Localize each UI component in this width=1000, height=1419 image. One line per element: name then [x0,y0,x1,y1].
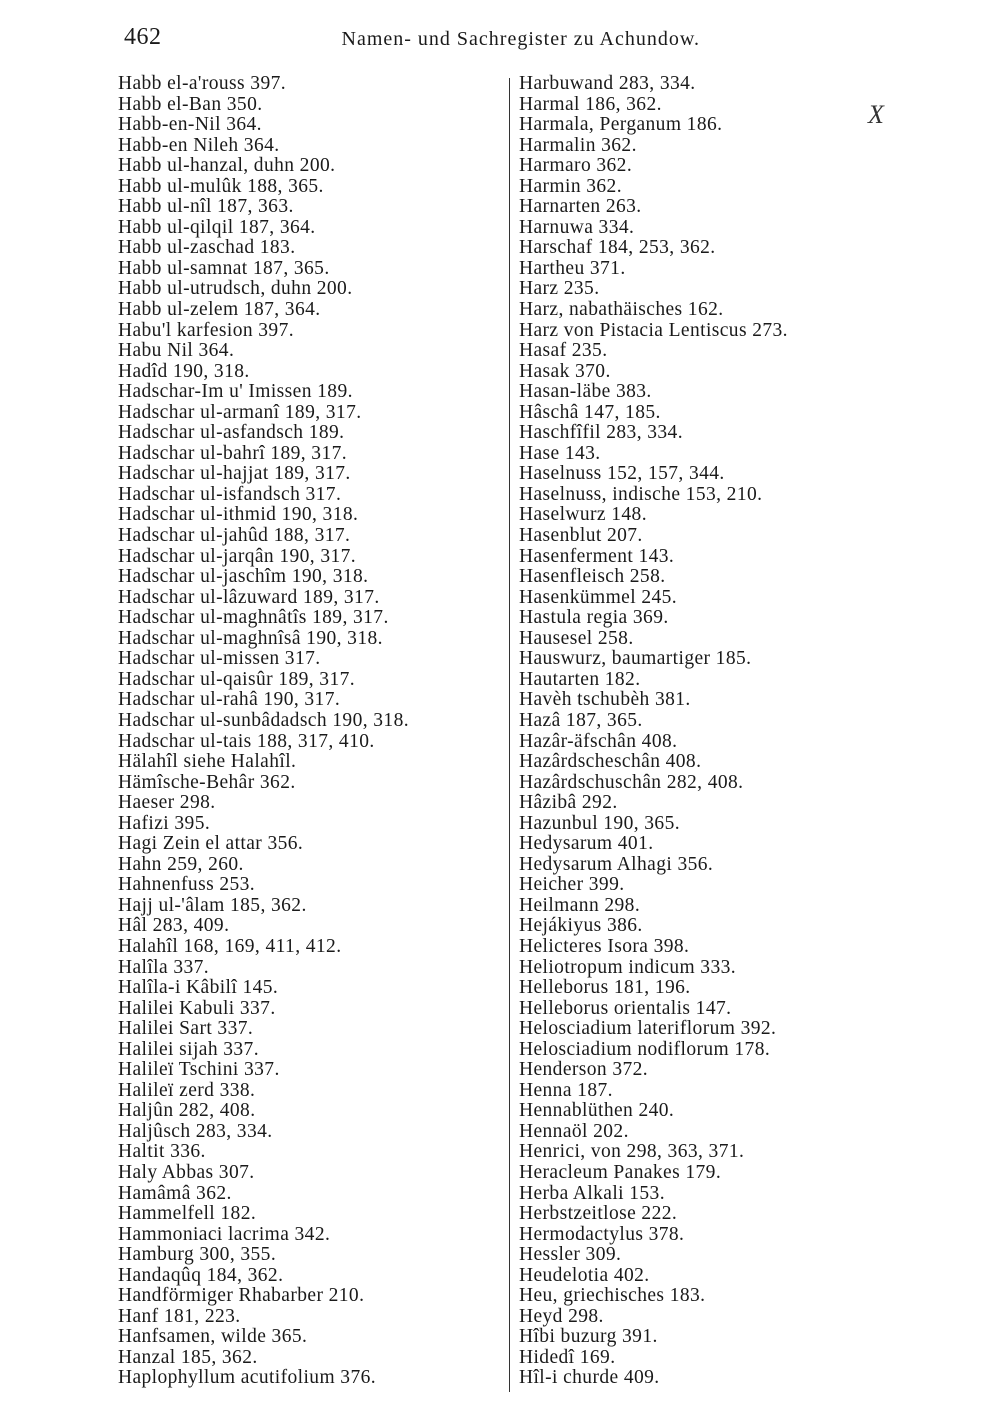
margin-mark: X [868,100,884,129]
index-entry: Harnarten 263. [519,196,642,218]
index-entry: Hadschar ul-jahûd 188, 317. [118,525,351,547]
index-entry: Hasenkümmel 245. [519,586,678,608]
index-entry: Herba Alkali 153. [519,1182,665,1204]
index-entry: Haselnuss 152, 157, 344. [519,463,725,485]
index-entry: Heyd 298. [519,1305,604,1327]
index-entry: Habb-en-Nil 364. [118,114,262,136]
index-entry: Hämîsche-Behâr 362. [118,771,296,793]
index-entry: Haselwurz 148. [519,504,647,526]
index-entry: Haljûsch 283, 334. [118,1120,273,1142]
index-entry: Hadschar ul-maghnîsâ 190, 318. [118,627,383,649]
index-entry: Hahn 259, 260. [118,853,244,875]
index-entry: Hanzal 185, 362. [118,1346,258,1368]
index-entry: Hazâ 187, 365. [519,709,643,731]
index-entry: Harmal 186, 362. [519,93,662,115]
index-entry: Halilei Kabuli 337. [118,997,276,1019]
index-entry: Hagi Zein el attar 356. [118,833,304,855]
index-entry: Hazârdscheschân 408. [519,751,702,773]
index-entry: Helleborus 181, 196. [519,977,691,999]
index-entry: Henrici, von 298, 363, 371. [519,1141,745,1163]
index-entry: Hadschar ul-lâzuward 189, 317. [118,586,380,608]
index-entry: Habb ul-mulûk 188, 365. [118,175,324,197]
index-entry: Hâzibâ 292. [519,792,618,814]
index-entry: Hammelfell 182. [118,1203,257,1225]
index-entry: Hadschar ul-sunbâdadsch 190, 318. [118,709,410,731]
index-entry: Hadschar ul-maghnâtîs 189, 317. [118,607,389,629]
index-entry: Hanfsamen, wilde 365. [118,1326,308,1348]
index-entry: Henderson 372. [519,1059,649,1081]
index-entry: Heu, griechisches 183. [519,1285,706,1307]
index-entry: Herbstzeitlose 222. [519,1203,678,1225]
index-entry: Havèh tschubèh 381. [519,689,691,711]
index-entry: Hamâmâ 362. [118,1182,232,1204]
index-entry: Hejákiyus 386. [519,915,643,937]
index-entry: Handförmiger Rhabarber 210. [118,1285,365,1307]
index-entry: Hauswurz, baumartiger 185. [519,648,752,670]
index-entry: Helicteres Isora 398. [519,935,690,957]
index-entry: Hadschar ul-isfandsch 317. [118,483,342,505]
index-entry: Hastula regia 369. [519,607,669,629]
index-entry: Heicher 399. [519,874,625,896]
index-entry: Hedysarum Alhagi 356. [519,853,714,875]
index-entry: Haschfîfil 283, 334. [519,422,683,444]
index-entry: Handaqûq 184, 362. [118,1264,284,1286]
index-entry: Halilei Sart 337. [118,1018,254,1040]
index-entry: Harmalin 362. [519,134,637,156]
index-entry: Halileï zerd 338. [118,1079,256,1101]
index-entry: Haly Abbas 307. [118,1161,255,1183]
index-entry: Hajj ul-'âlam 185, 362. [118,894,307,916]
index-entry: Halîla 337. [118,956,210,978]
index-entry: Hasan-läbe 383. [519,381,652,403]
index-entry: Habu'l karfesion 397. [118,319,294,341]
index-entry: Halahîl 168, 169, 411, 412. [118,935,342,957]
index-entry: Habb ul-zaschad 183. [118,237,296,259]
index-entry: Hasenfleisch 258. [519,566,666,588]
index-entry: Harmala, Perganum 186. [519,114,723,136]
index-entry: Harz, nabathäisches 162. [519,299,724,321]
index-entry: Hadschar ul-rahâ 190, 317. [118,689,341,711]
index-entry: Habu Nil 364. [118,340,235,362]
index-entry: Habb-en Nileh 364. [118,134,280,156]
index-entry: Hasenblut 207. [519,525,643,547]
index-entry: Hadschar ul-jaschîm 190, 318. [118,566,369,588]
index-entry: Hausesel 258. [519,627,634,649]
index-entry: Harmin 362. [519,175,622,197]
index-entry: Habb ul-samnat 187, 365. [118,257,330,279]
page-header [124,24,700,54]
index-entry: Hazâr-äfschân 408. [519,730,678,752]
index-entry: Hadschar ul-asfandsch 189. [118,422,345,444]
index-column-right [519,74,899,1389]
index-entry: Harnuwa 334. [519,216,635,238]
index-entry: Hâschâ 147, 185. [519,401,661,423]
index-entry: Harz von Pistacia Lentiscus 273. [519,319,788,341]
index-entry: Harbuwand 283, 334. [519,73,696,94]
index-entry: Habb ul-nîl 187, 363. [118,196,294,218]
index-entry: Hîl-i churde 409. [519,1367,660,1389]
index-entry: Hahnenfuss 253. [118,874,256,896]
index-entry: Habb el-Ban 350. [118,93,263,115]
index-entry: Haeser 298. [118,792,216,814]
index-entry: Hadschar ul-armanî 189, 317. [118,401,362,423]
index-entry: Heliotropum indicum 333. [519,956,737,978]
index-entry: Hasenferment 143. [519,545,675,567]
index-entry: Hadschar ul-jarqân 190, 317. [118,545,357,567]
index-entry: Haselnuss, indische 153, 210. [519,483,763,505]
index-column-left [118,74,503,1389]
index-entry: Harz 235. [519,278,600,300]
index-entry: Harmaro 362. [519,155,633,177]
index-entry: Hase 143. [519,442,601,464]
index-entry: Harschaf 184, 253, 362. [519,237,716,259]
index-entry: Hadschar ul-tais 188, 317, 410. [118,730,375,752]
index-entry: Hîbi buzurg 391. [519,1326,658,1348]
index-entry: Hazunbul 190, 365. [519,812,681,834]
index-entry: Hartheu 371. [519,257,626,279]
index-entry: Hidedî 169. [519,1346,616,1368]
column-divider [509,78,510,1392]
index-entry: Helosciadium nodiflorum 178. [519,1038,771,1060]
index-entry: Haljûn 282, 408. [118,1100,256,1122]
index-entry: Hälahîl siehe Halahîl. [118,751,297,773]
index-entry: Halîla-i Kâbilî 145. [118,977,279,999]
index-entry: Hanf 181, 223. [118,1305,241,1327]
index-entry: Hadschar ul-missen 317. [118,648,321,670]
index-entry: Hâl 283, 409. [118,915,230,937]
index-entry: Hasaf 235. [519,340,608,362]
index-entry: Hennablüthen 240. [519,1100,675,1122]
index-entry: Heracleum Panakes 179. [519,1161,722,1183]
index-entry: Hamburg 300, 355. [118,1244,277,1266]
index-entry: Habb ul-qilqil 187, 364. [118,216,316,238]
index-entry: Hessler 309. [519,1244,622,1266]
index-entry: Helleborus orientalis 147. [519,997,732,1019]
index-entry: Hadschar ul-bahrî 189, 317. [118,442,348,464]
index-entry: Heilmann 298. [519,894,641,916]
index-entry: Halileï Tschini 337. [118,1059,280,1081]
index-entry: Hammoniaci lacrima 342. [118,1223,331,1245]
index-entry: Hazârdschuschân 282, 408. [519,771,744,793]
index-entry: Heudelotia 402. [519,1264,650,1286]
page-number: 462 [124,24,162,50]
index-entry: Hermodactylus 378. [519,1223,685,1245]
running-title: Namen- und Sachregister zu Achundow. [341,28,700,50]
index-entry: Helosciadium lateriflorum 392. [519,1018,777,1040]
index-entry: Hadschar ul-ithmid 190, 318. [118,504,359,526]
index-entry: Henna 187. [519,1079,613,1101]
index-entry: Hasak 370. [519,360,611,382]
index-entry: Hadîd 190, 318. [118,360,250,382]
index-entry: Hafizi 395. [118,812,211,834]
index-entry: Haltit 336. [118,1141,206,1163]
index-entry: Habb el-a'rouss 397. [118,73,287,94]
index-entry: Habb ul-hanzal, duhn 200. [118,155,336,177]
index-entry: Habb ul-zelem 187, 364. [118,299,321,321]
index-entry: Hadschar-Im u' Imissen 189. [118,381,353,403]
index-entry: Hadschar ul-qaisûr 189, 317. [118,668,356,690]
index-entry: Haplophyllum acutifolium 376. [118,1367,377,1389]
index-entry: Hennaöl 202. [519,1120,629,1142]
index-entry: Hautarten 182. [519,668,641,690]
index-entry: Habb ul-utrudsch, duhn 200. [118,278,353,300]
index-entry: Hadschar ul-hajjat 189, 317. [118,463,351,485]
index-entry: Hedysarum 401. [519,833,654,855]
index-entry: Halilei sijah 337. [118,1038,259,1060]
